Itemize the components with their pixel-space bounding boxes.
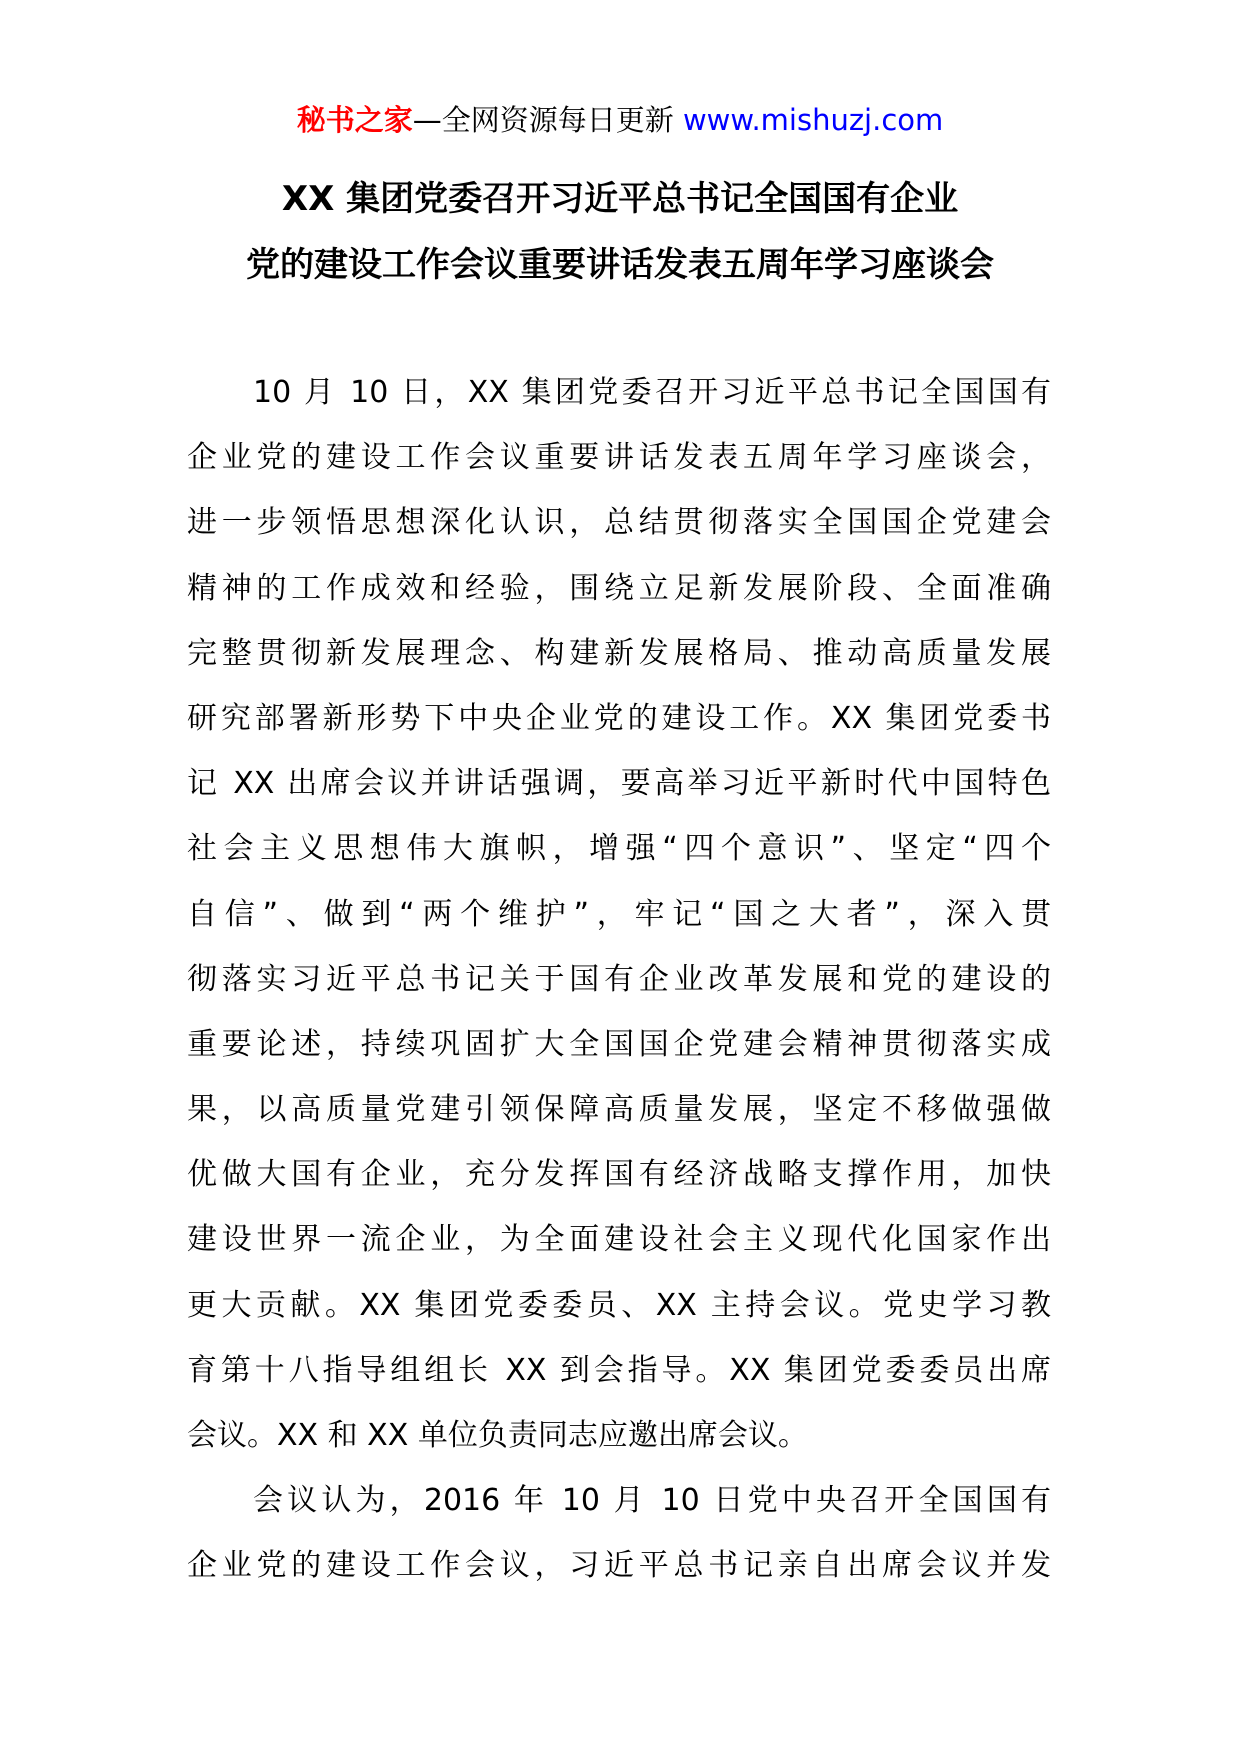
paragraph-2-line: 会议认为，2016 年 10 月 10 日党中央召开全国国有: [253, 1483, 1051, 1519]
paragraph-1-line: 完整贯彻新发展理念、构建新发展格局、推动高质量发展: [187, 635, 1051, 671]
title-line-2: 党的建设工作会议重要讲话发表五周年学习座谈会: [246, 245, 994, 285]
paragraph-1-line: 精神的工作成效和经验，围绕立足新发展阶段、全面准确: [187, 570, 1051, 606]
paragraph-1-line: 更大贡献。XX 集团党委委员、XX 主持会议。党史学习教: [187, 1287, 1051, 1323]
paragraph-1-line: 彻落实习近平总书记关于国有企业改革发展和党的建设的: [187, 961, 1051, 997]
site-header: [0, 100, 1240, 140]
paragraph-1-line: 研究部署新形势下中央企业党的建设工作。XX 集团党委书: [187, 700, 1051, 736]
site-url-link[interactable]: www.mishuzj.com: [682, 103, 944, 137]
paragraph-1-line: 果，以高质量党建引领保障高质量发展，坚定不移做强做: [187, 1092, 1051, 1128]
header-slogan: —全网资源每日更新: [412, 103, 683, 137]
title-line-1: XX 集团党委召开习近平总书记全国国有企业: [281, 179, 959, 219]
paragraph-1-line: 优做大国有企业，充分发挥国有经济战略支撑作用，加快: [187, 1157, 1051, 1193]
paragraph-1-line: 育第十八指导组组长 XX 到会指导。XX 集团党委委员出席: [187, 1352, 1051, 1388]
paragraph-1-line: 自信”、做到“两个维护”，牢记“国之大者”，深入贯: [187, 896, 1051, 932]
paragraph-1-line: 企业党的建设工作会议重要讲话发表五周年学习座谈会，: [187, 440, 1051, 476]
paragraph-1-line: 会议。XX 和 XX 单位负责同志应邀出席会议。: [187, 1418, 808, 1453]
paragraph-1-line: 进一步领悟思想深化认识，总结贯彻落实全国国企党建会: [187, 505, 1051, 541]
paragraph-1-line: 记 XX 出席会议并讲话强调，要高举习近平新时代中国特色: [187, 766, 1051, 802]
paragraph-2-line: 企业党的建设工作会议，习近平总书记亲自出席会议并发: [187, 1548, 1051, 1584]
document-title: [0, 166, 1240, 298]
paragraph-1-line: 重要论述，持续巩固扩大全国国企党建会精神贯彻落实成: [187, 1026, 1051, 1062]
paragraph-1-line: 社会主义思想伟大旗帜，增强“四个意识”、坚定“四个: [187, 831, 1051, 867]
brand-name: 秘书之家: [296, 103, 413, 137]
paragraph-1-line: 建设世界一流企业，为全面建设社会主义现代化国家作出: [187, 1222, 1051, 1258]
document-body: [187, 360, 1051, 1599]
paragraph-1-line: 10 月 10 日，XX 集团党委召开习近平总书记全国国有: [253, 375, 1051, 410]
